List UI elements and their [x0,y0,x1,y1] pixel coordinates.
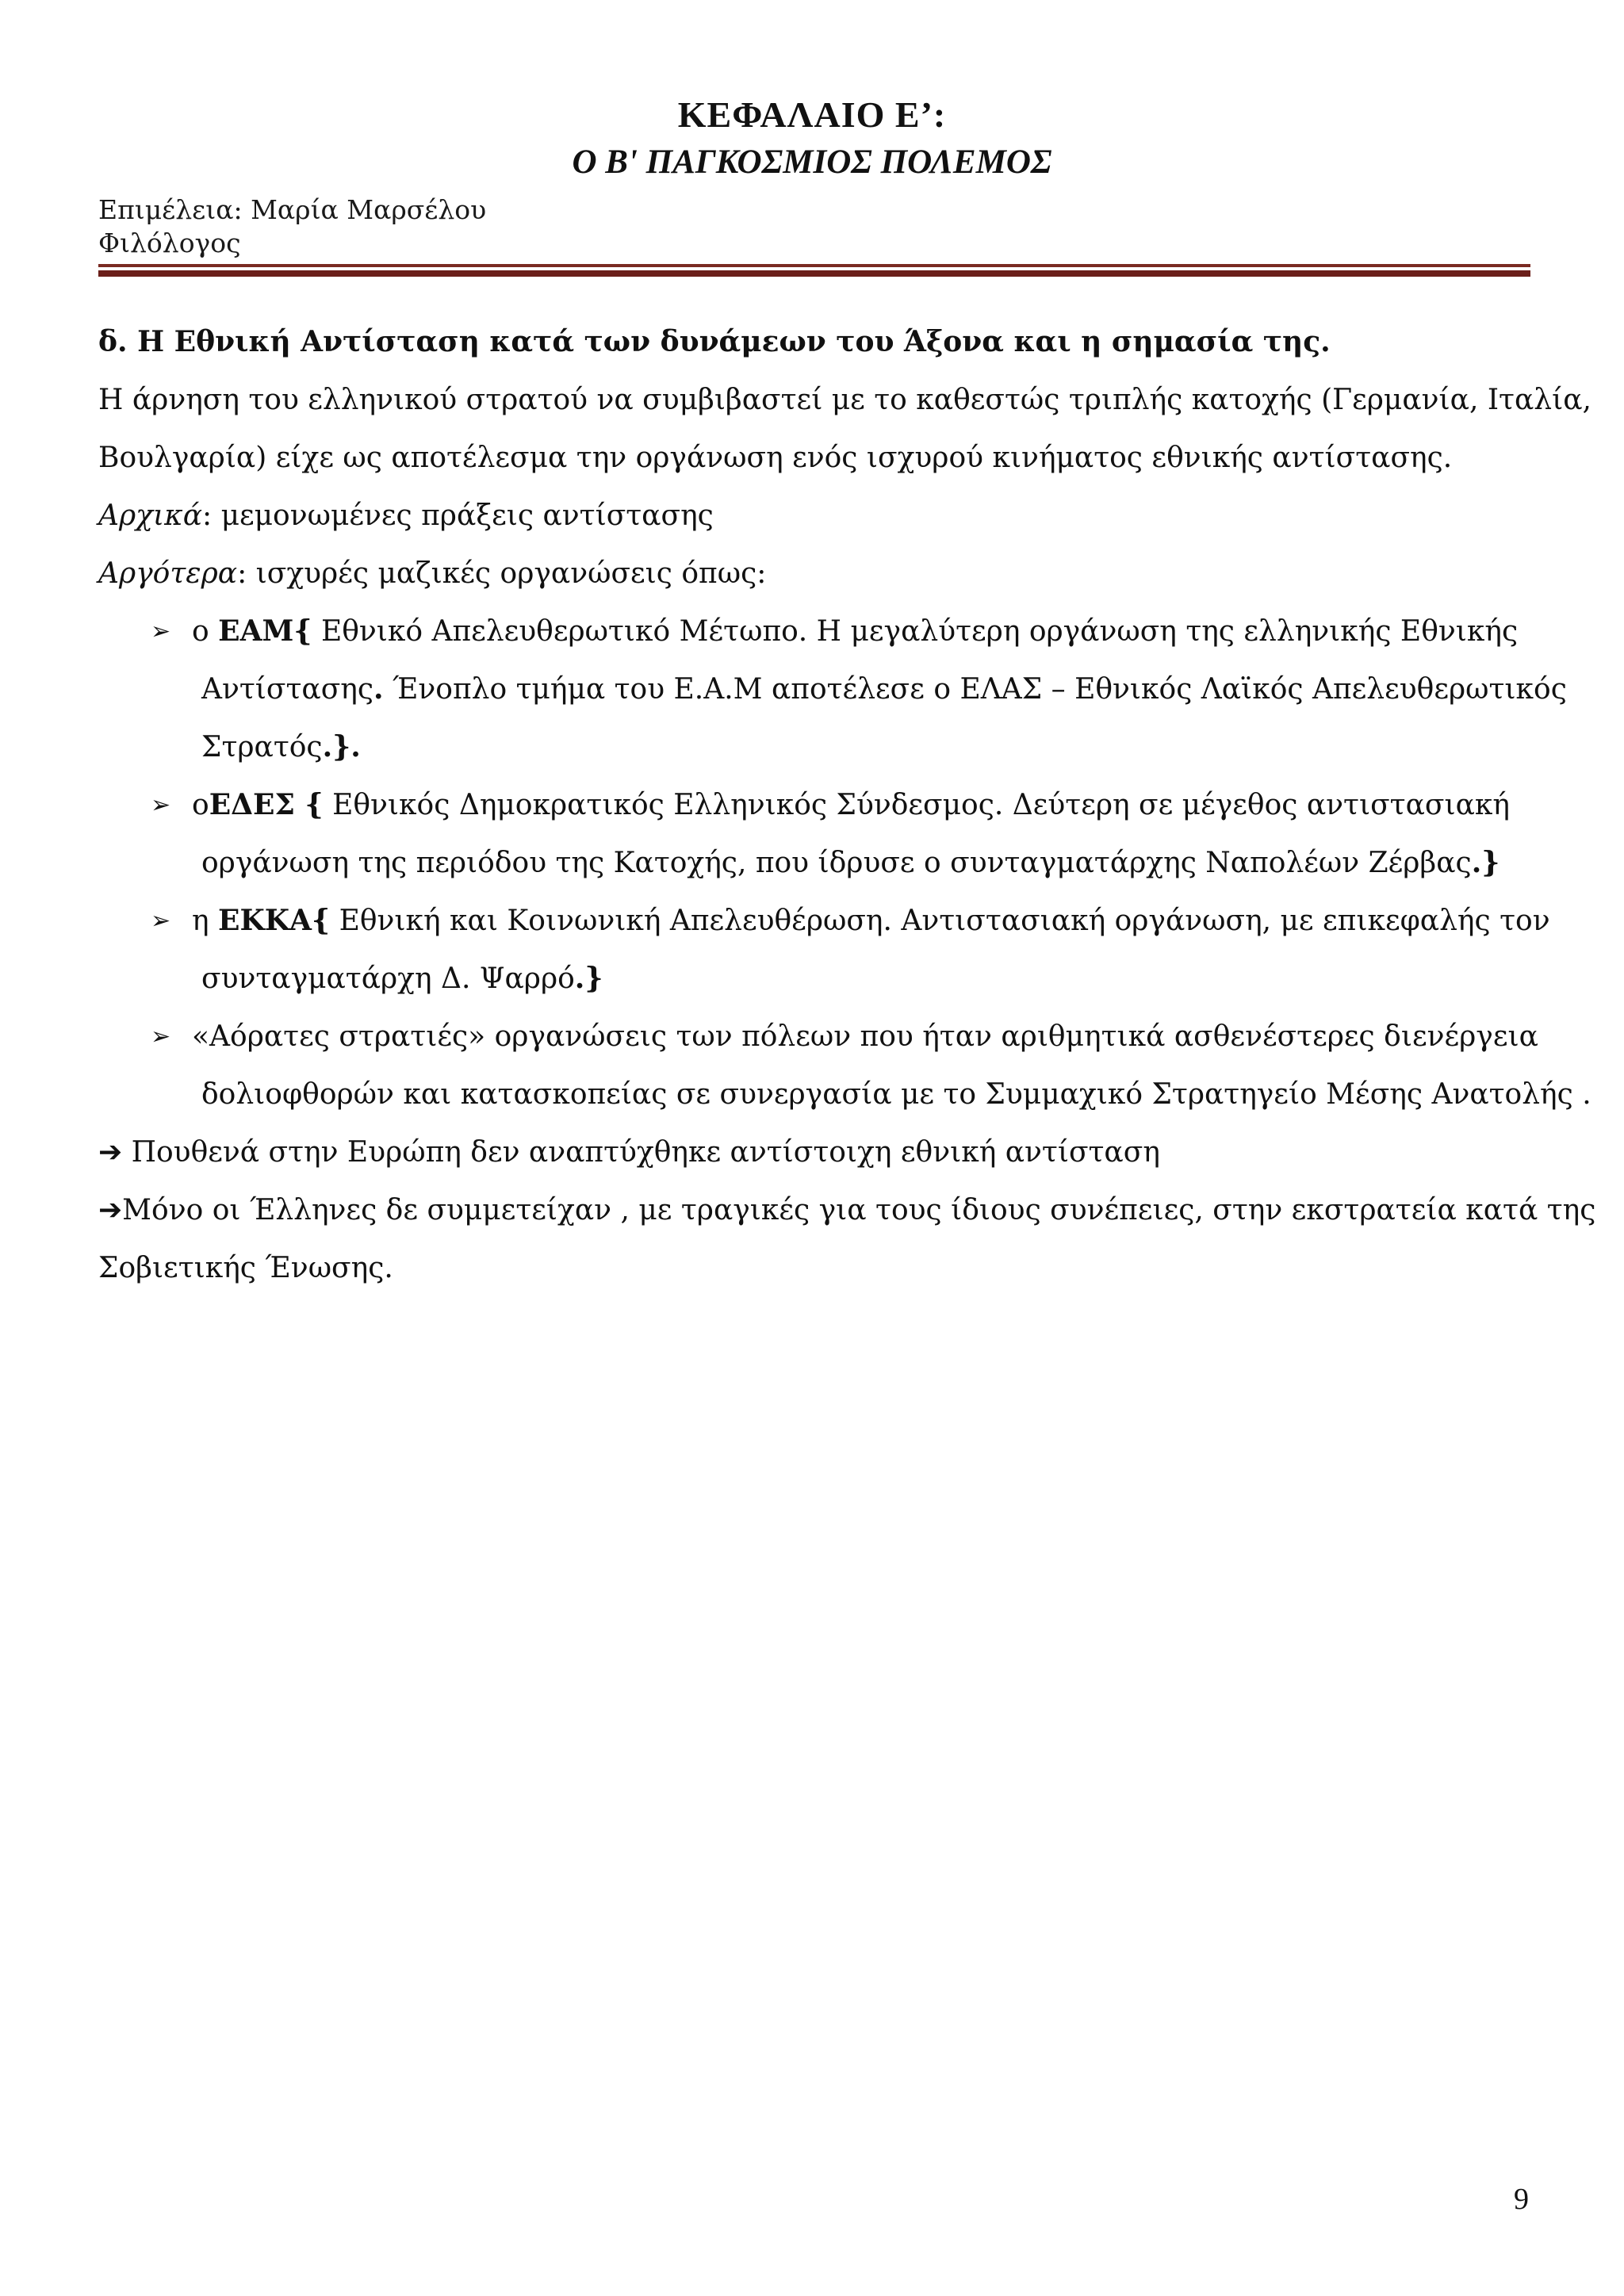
list-item-line: δολιοφθορών και κατασκοπείας σε συνεργασία με το Συμμαχικό Στρατηγείο Μέσης Ανατολής . [201,1078,1591,1111]
text-run: συνταγματάρχη Δ. Ψαρρό [201,962,575,995]
org-acronym: ΕΑΜ{ [218,614,312,648]
list-item-line [192,660,1567,718]
author-name: Επιμέλεια: Μαρία Μαρσέλου [98,194,487,225]
right-arrow-icon: ➔ [98,1136,123,1169]
text-run: Ένοπλο τμήμα του Ε.Α.Μ αποτέλεσε ο ΕΛΑΣ – Εθνικός Λαϊκός Απελευθερωτικός [383,673,1567,706]
text-run: οργάνωση της περιόδου της Κατοχής, που ίδρυσε ο συνταγματάρχης Ναπολέων Ζέρβας [201,847,1472,879]
list-item-line [192,603,1542,660]
article: η [192,905,219,937]
header-rule-thin [98,264,1530,267]
list-item-eam [98,603,1567,776]
section-heading: δ. Η Εθνική Αντίσταση κατά των δυνάμεων του Άξονα και η σημασία της. [98,325,1331,358]
bullet-arrow-icon: ➢ [151,907,171,935]
closing-brace: .} [1471,846,1500,879]
list-item-line [192,892,1550,950]
list-item-invisible-armies [98,1008,1591,1123]
later-line [98,545,1542,603]
bold-period: . [373,672,384,706]
list-item-ekka [98,892,1550,1008]
section-body [98,313,1596,1297]
right-arrow-icon: ➔ [98,1194,123,1226]
list-item-edes [98,776,1542,892]
conclusion-line-3: Σοβιετικής Ένωσης. [98,1252,393,1284]
org-description: Εθνικός Δημοκρατικός Ελληνικός Σύνδεσμος. Δεύτερη σε μέγεθος αντιστασιακή [323,789,1510,821]
conclusion-line-1 [98,1123,1542,1181]
initially-text: : μεμονωμένες πράξεις αντίστασης [202,499,714,532]
list-item-line [192,776,1542,834]
header-rule-thick [98,270,1530,277]
org-description: Εθνική και Κοινωνική Απελευθέρωση. Αντιστασιακή οργάνωση, με επικεφαλής τον [330,905,1550,937]
text-run: Στρατός [201,731,323,763]
list-item-line: «Αόρατες στρατιές» οργανώσεις των πόλεων που ήταν αριθμητικά ασθενέστερες διενέργεια [192,1020,1538,1053]
conclusion-text: Μόνο οι Έλληνες δε συμμετείχαν , με τραγικές για τους ίδιους συνέπειες, στην εκστρατεία κατά της [122,1194,1596,1226]
intro-line: Η άρνηση του ελληνικού στρατού να συμβιβαστεί με το καθεστώς τριπλής κατοχής (Γερμανία, Ιταλία, [98,384,1591,416]
text-run: Αντίστασης [201,673,374,706]
page-number: 9 [1514,2183,1529,2216]
author-role: Φιλόλογος [98,228,241,258]
organizations-list [98,603,1591,1123]
later-label: Αργότερα [98,557,238,590]
org-acronym: ΕΚΚΑ{ [218,904,331,937]
article: ο [192,789,209,821]
initially-line [98,487,1542,545]
later-text: : ισχυρές μαζικές οργανώσεις όπως: [237,557,767,590]
conclusion-line-2 [98,1181,1596,1239]
intro-paragraph [98,371,1591,487]
org-description: Εθνικό Απελευθερωτικό Μέτωπο. Η μεγαλύτερη οργάνωση της ελληνικής Εθνικής [312,615,1519,648]
conclusion-text: Πουθενά στην Ευρώπη δεν αναπτύχθηκε αντίστοιχη εθνική αντίσταση [122,1136,1160,1169]
list-item-line [192,950,1542,1008]
chapter-subtitle: Ο Β' ΠΑΓΚΟΣΜΙΟΣ ΠΟΛΕΜΟΣ [572,144,1052,181]
bullet-arrow-icon: ➢ [151,791,171,819]
chapter-title: ΚΕΦΑΛΑΙΟ Ε’: [677,94,947,135]
list-item-line [192,718,1542,776]
bullet-arrow-icon: ➢ [151,618,171,645]
org-acronym: ΕΔΕΣ { [209,788,324,821]
closing-brace: .} [574,962,603,995]
intro-line: Βουλγαρία) είχε ως αποτέλεσμα την οργάνωση ενός ισχυρού κινήματος εθνικής αντίστασης. [98,442,1453,474]
author-block [98,193,486,260]
closing-brace: .}. [322,730,361,763]
initially-label: Αρχικά [98,499,203,532]
article: ο [192,615,219,648]
list-item-line [192,834,1542,892]
bullet-arrow-icon: ➢ [151,1023,171,1050]
